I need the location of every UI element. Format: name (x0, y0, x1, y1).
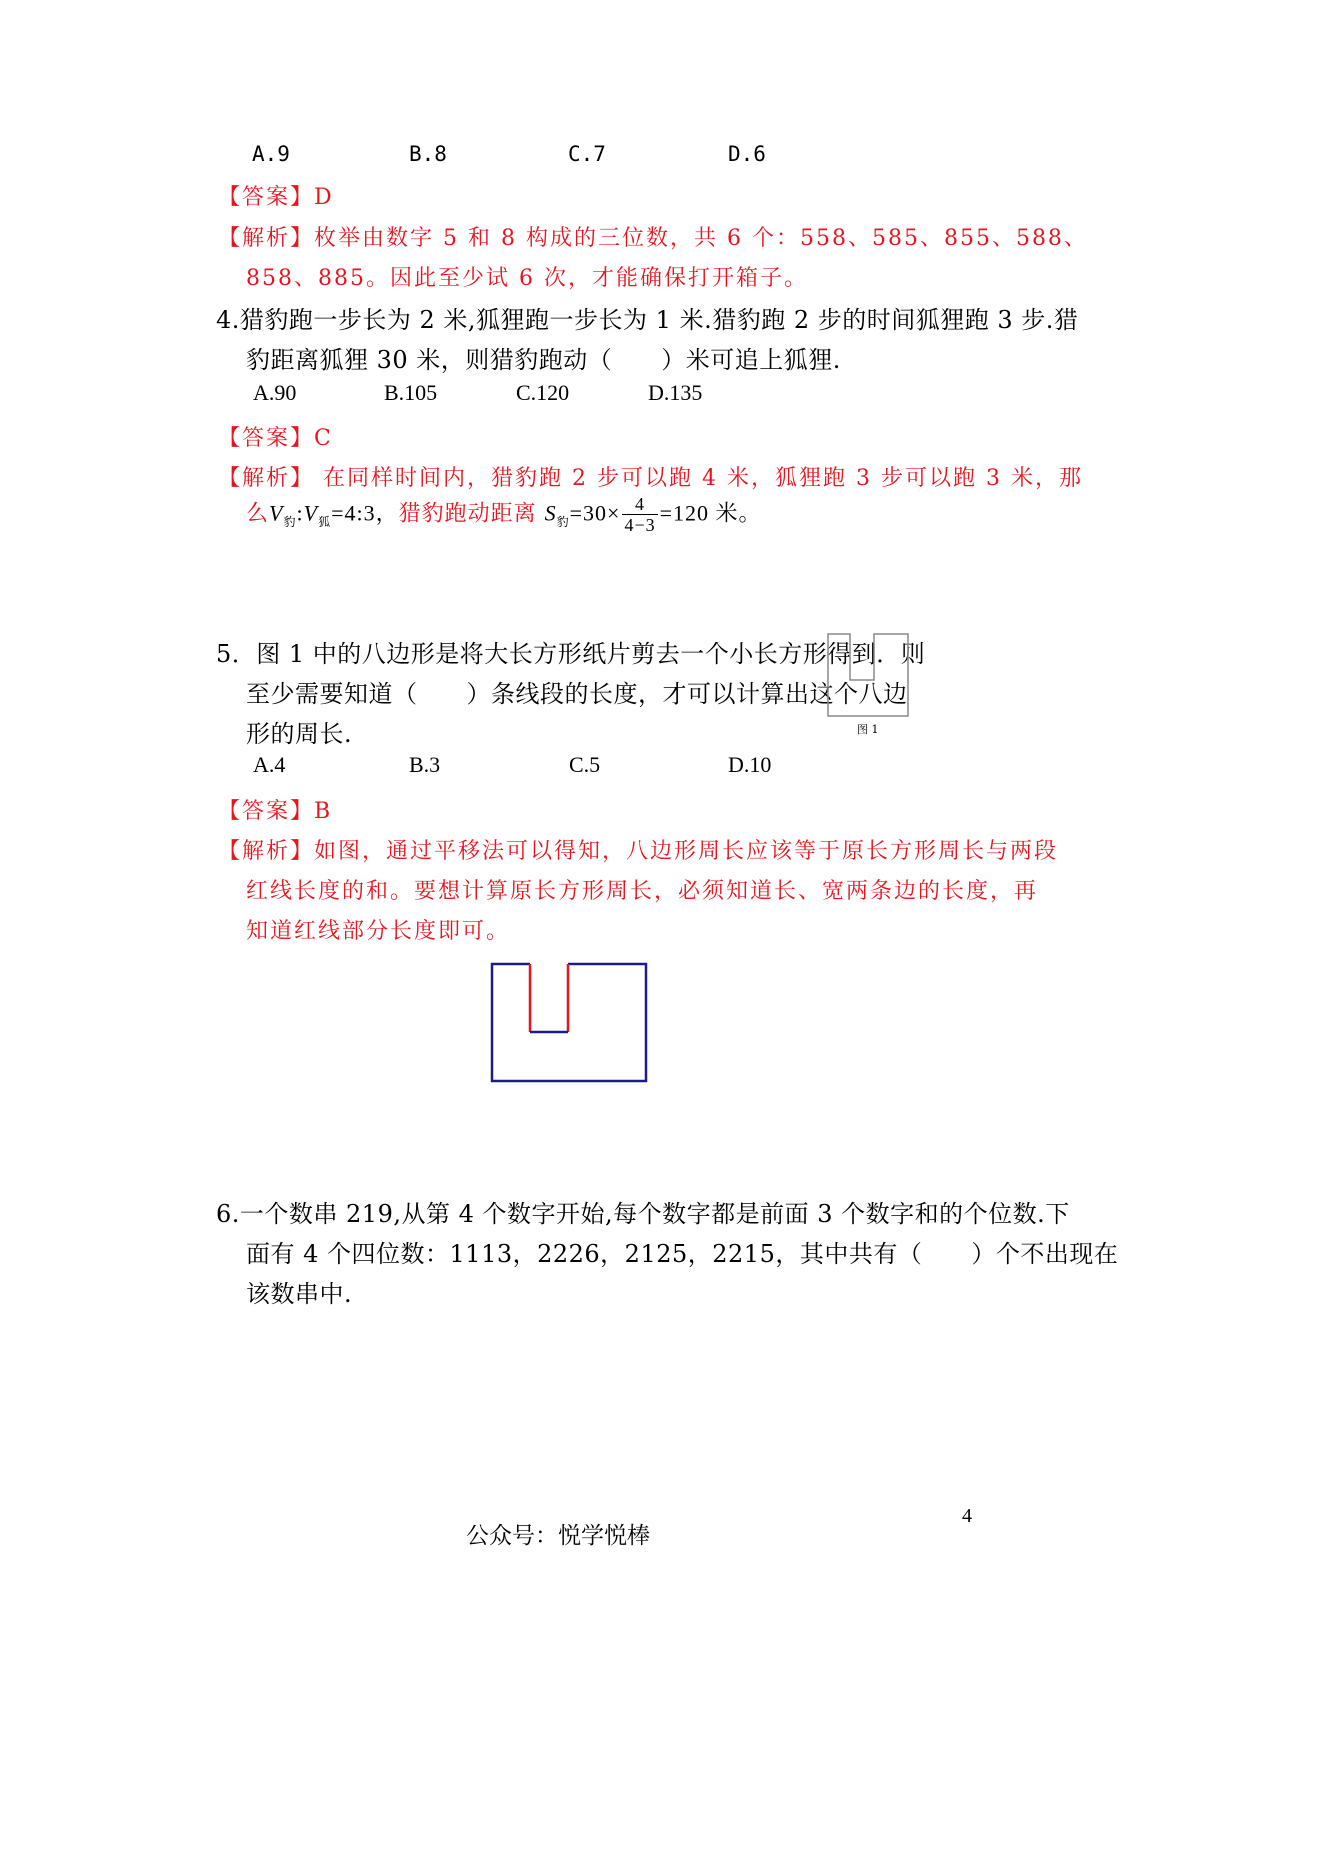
analysis-text: 在同样时间内，猎豹跑 2 步可以跑 4 米，狐狸跑 3 步可以跑 3 米，那 (323, 466, 1083, 491)
fraction (622, 494, 657, 535)
distance-text: 猎豹跑动距离 (398, 501, 537, 527)
q4-question-line2: 豹距离狐狸 30 米，则猎豹跑动（ ）米可追上狐狸. (246, 346, 841, 374)
q5-question-line3: 形的周长. (246, 720, 353, 748)
solution-figure-octagon (488, 960, 652, 1086)
q3-answer-line (218, 180, 334, 211)
q3-analysis-line2: 858、885。因此至少试 6 次，才能确保打开箱子。 (246, 266, 808, 291)
subscript-fox: 狐 (318, 514, 332, 529)
q3-option-c: C.7 (568, 142, 606, 166)
page-number: 4 (962, 1505, 972, 1527)
subscript-leopard-s: 豹 (556, 514, 570, 529)
q5-analysis-line3: 知道红线部分长度即可。 (246, 919, 511, 944)
q5-option-a: A.4 (253, 752, 286, 777)
q6-question-line2: 面有 4 个四位数：1113，2226，2125，2215，其中共有（ ）个不出现在 (246, 1240, 1119, 1268)
q3-option-b: B.8 (409, 142, 447, 166)
answer-value: B (314, 799, 333, 824)
q6-question-line3: 该数串中. (246, 1280, 353, 1308)
q4-option-b: B.105 (384, 380, 438, 405)
answer-tag: 【答案】 (218, 185, 315, 210)
figure-1-octagon (826, 632, 912, 720)
q3-analysis-line1 (218, 221, 1088, 252)
fraction-denominator: 4−3 (624, 515, 656, 535)
distance-expr: =30× (569, 500, 621, 526)
footer-public-account: 公众号：悦学悦棒 (466, 1523, 650, 1549)
result-value: =120 米。 (659, 500, 762, 526)
distance-symbol: S (544, 500, 557, 526)
analysis-tag: 【解析】 (218, 226, 315, 251)
subscript-leopard: 豹 (283, 514, 297, 529)
q5-option-d: D.10 (728, 752, 772, 777)
answer-tag: 【答案】 (218, 426, 315, 451)
q4-option-d: D.135 (648, 380, 703, 405)
q5-option-c: C.5 (569, 752, 601, 777)
q4-answer-line (218, 421, 333, 452)
ratio-value: =4:3， (331, 500, 399, 526)
q4-option-c: C.120 (516, 380, 570, 405)
fraction-numerator: 4 (622, 494, 657, 515)
q3-option-a: A.9 (252, 142, 290, 166)
q5-question-line2: 至少需要知道（ ）条线段的长度，才可以计算出这个八边 (246, 680, 908, 708)
q4-question-line1: 4.猎豹跑一步长为 2 米,狐狸跑一步长为 1 米.猎豹跑 2 步的时间狐狸跑 3 步.猎 (216, 306, 1079, 334)
velocity-symbol-fox: V (303, 500, 319, 526)
q4-analysis-line1 (218, 461, 1083, 492)
q6-question-line1: 6.一个数串 219,从第 4 个数字开始,每个数字都是前面 3 个数字和的个位数.下 (216, 1200, 1070, 1228)
figure-1-caption: 图 1 (857, 723, 879, 736)
velocity-symbol-leopard: V (269, 500, 284, 526)
answer-value: C (314, 426, 333, 451)
analysis-text: 枚举由数字 5 和 8 构成的三位数，共 6 个：558、585、855、588、 (314, 226, 1088, 251)
q5-question-line1: 5．图 1 中的八边形是将大长方形纸片剪去一个小长方形得到．则 (216, 640, 926, 668)
analysis-tag: 【解析】 (218, 839, 315, 864)
q5-analysis-line2: 红线长度的和。要想计算原长方形周长，必须知道长、宽两条边的长度，再 (246, 879, 1039, 904)
q5-option-b: B.3 (409, 752, 441, 777)
q5-analysis-line1 (218, 834, 1058, 865)
analysis-prefix: 么 (246, 501, 270, 527)
q4-analysis-line2: 么$V_豹:V_狐=4:3$，猎豹跑动距离 $S_豹=30\times$ $\frac{4}{4-3}$ =120 米。 (246, 494, 762, 535)
analysis-tag: 【解析】 (218, 466, 315, 491)
answer-value: D (314, 185, 334, 210)
analysis-text: 如图，通过平移法可以得知，八边形周长应该等于原长方形周长与两段 (314, 839, 1059, 864)
q4-option-a: A.90 (253, 380, 297, 405)
q5-answer-line (218, 794, 332, 825)
q3-option-d: D.6 (728, 142, 766, 166)
answer-tag: 【答案】 (218, 799, 315, 824)
